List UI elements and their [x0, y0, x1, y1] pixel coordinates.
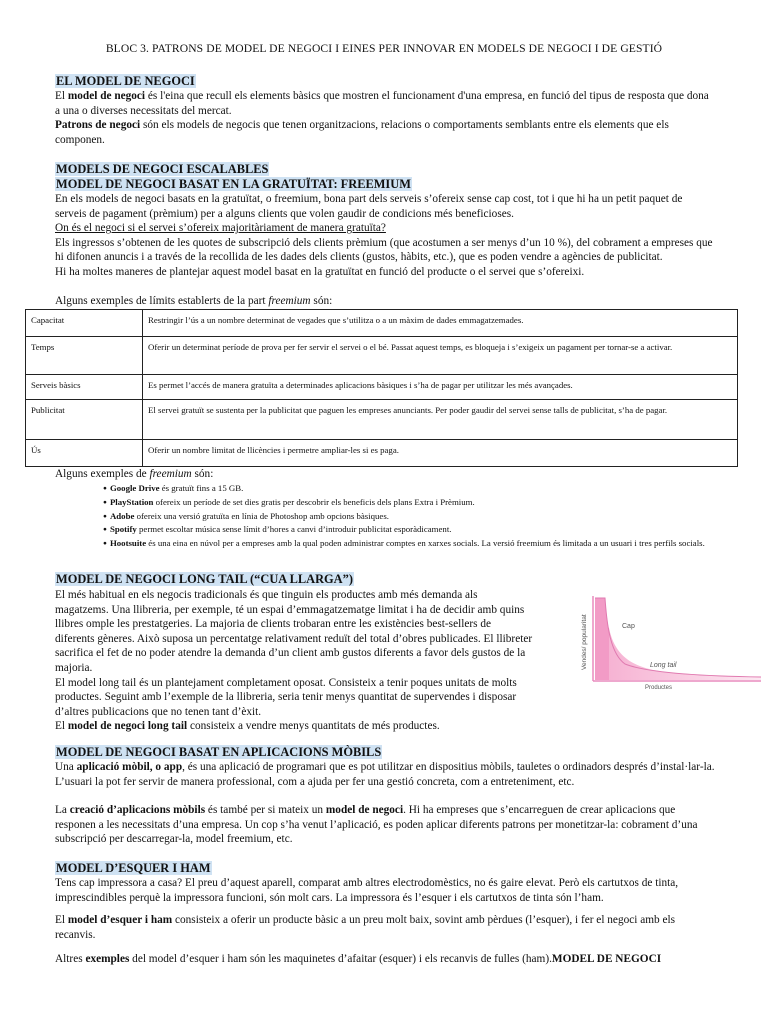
paragraph: Patrons de negoci són els models de negocis que tenen organitzacions, relacions o comportaments semblants entre els elements que els componen.	[55, 119, 669, 146]
paragraph: Tens cap impressora a casa? El preu d’aquest aparell, comparat amb altres electrodomèstics, no és gaire elevat. Però els cartutxos de tinta, imprescindibles perquè la impressora funcioni, són molt cars. La impressora és l’esquer i els cartutxos de tinta són l’ham.	[55, 877, 679, 904]
table-row	[26, 310, 738, 337]
question-text: On és el negoci si el servei s’ofereix majoritàriament de manera gratuïta?	[55, 222, 386, 235]
head-label: Cap	[622, 623, 635, 630]
long-tail-graph	[565, 588, 761, 696]
paragraph: El model long tail és un plantejament completament oposat. Consisteix a tenir poques unitats de molts productes. Seguint amb l’exemple de la llibreria, seria tenir menys quantitat de supervendes i disposar d’altres publicacions que no tenen tant d’èxit.	[55, 676, 517, 718]
paragraph: El model d’esquer i ham consisteix a oferir un producte bàsic a un preu molt baix, sovint amb pèrdues (l’esquer), i fer el negoci amb els recanvis.	[55, 914, 676, 941]
limit-name: Temps	[26, 337, 143, 375]
paragraph: Els ingressos s’obtenen de les quotes de subscripció dels clients prèmium (que acostumen a ser menys d’un 10 %), del cobrament a empreses que hi difonen anuncis i a través de la recollida de les dades dels clients (gustos, hàbits, etc.), que es poden vendre a agències de publicitat.	[55, 236, 713, 264]
subsection-heading: MODEL DE NEGOCI BASAT EN LA GRATUÏTAT: FREEMIUM	[56, 177, 411, 191]
section-heading: MODEL D’ESQUER I HAM	[56, 861, 211, 875]
paragraph: Altres exemples del model d’esquer i ham són les maquinetes d’afaitar (esquer) i els recanvis de fulles (ham).MODEL DE NEGOCI	[55, 953, 662, 966]
section-heading: MODEL DE NEGOCI LONG TAIL (“CUA LLARGA”)	[56, 572, 353, 586]
freemium-examples-list	[103, 482, 713, 551]
head-area	[595, 598, 609, 680]
limit-description: Restringir l’ús a un nombre determinat de vegades que s’utilitza o a un màxim de dades emmagatzemades.	[143, 310, 738, 337]
section-heading: MODELS DE NEGOCI ESCALABLES	[56, 162, 269, 176]
x-axis-label: Productes	[645, 685, 673, 691]
paragraph: Una aplicació mòbil, o app, és una aplicació de programari que es pot utilitzar en dispositius mòbils, tauletes o ordinadors després d’instal·lar-la. L’usuari la pot fer servir de manera professional, com a ajuda per fer una gestió concreta, com a entreteniment, etc.	[55, 761, 715, 788]
section-heading: EL MODEL DE NEGOCI	[56, 74, 195, 88]
freemium-limits-table	[25, 309, 738, 467]
paragraph: En els models de negoci basats en la gratuïtat, o freemium, bona part dels serveis s’ofereix sense cap cost, tot i que hi ha un petit paquet de serveis de pagament (prèmium) per a alguns clients que volen gaudir de condicions més beneficioses.	[55, 193, 683, 220]
list-item: ● Google Drive és gratuït fins a 15 GB.	[103, 482, 713, 496]
long-tail-area	[609, 628, 761, 680]
limit-name: Capacitat	[26, 310, 143, 337]
paragraph: La creació d’aplicacions mòbils és també per si mateix un model de negoci. Hi ha empreses que s’encarreguen de crear aplicacions que responen a les necessitats d’una empresa. Un cop s’ha venut l’aplicació, es poden aplicar diferents patrons per monetitzar-la: cobrament d’una subscripció per descarregar-la, model freemium, etc.	[55, 804, 698, 846]
section-bait-and-hook	[55, 861, 715, 967]
section-long-tail-heading	[55, 572, 715, 587]
table-row	[26, 337, 738, 375]
section-freemium	[55, 162, 715, 308]
list-item: ● Spotify permet escoltar música sense límit d’hores a canvi d’introduir publicitat esporàdicament.	[103, 523, 713, 537]
paragraph: El més habitual en els negocis tradicionals és que tinguin els productes amb més demanda als magatzems. Una llibreria, per exemple, té un espai d’emmagatzematge limitat i ha de decidir amb quins llibres omple les prestatgeries. La majoria de clients trobaran entre les existències best-sellers de diferents gèneres. Això suposa un percentatge relativament reduït del total d’obres publicades. El llibreter sacrifica el fet de no poder atendre la demanda d’un client amb gustos diferents a favor dels gustos de la majoria.	[55, 589, 533, 674]
paragraph: El model de negoci long tail consisteix a vendre menys quantitats de més productes.	[55, 720, 440, 733]
tail-label: Long tail	[650, 662, 677, 669]
examples-intro: Alguns exemples de freemium són:	[55, 468, 214, 480]
limit-description: Es permet l’accés de manera gratuïta a determinades aplicacions bàsiques i s’ha de pagar per utilitzar les més avançades.	[143, 375, 738, 400]
limit-description: El servei gratuït se sustenta per la publicitat que paguen les empreses anunciants. Per poder gaudir del servei sense talls de publicitat, s’ha de pagar.	[143, 400, 738, 440]
table-row	[26, 440, 738, 467]
list-item: ● Hootsuite és una eina en núvol per a empreses amb la qual poden administrar comptes en xarxes socials. La versió freemium és limitada a un usuari i tres perfils socials.	[103, 537, 713, 551]
document-title: BLOC 3. PATRONS DE MODEL DE NEGOCI I EINES PER INNOVAR EN MODELS DE NEGOCI I DE GESTIÓ	[105, 42, 663, 55]
limit-description: Oferir un determinat període de prova per fer servir el servei o el bé. Passat aquest temps, es bloqueja i s’exigeix un pagament per tornar-se a activar.	[143, 337, 738, 375]
y-axis-label: Vendes/ popularitat	[581, 614, 588, 670]
limit-name: Publicitat	[26, 400, 143, 440]
paragraph: El model de negoci és l'eina que recull els elements bàsics que mostren el funcionament d'una empresa, en funció del tipus de resposta que dona a una o diverses necessitats del mercat.	[55, 90, 709, 117]
section-mobile-apps	[55, 745, 715, 847]
section-heading: MODEL DE NEGOCI BASAT EN APLICACIONS MÒBILS	[56, 745, 382, 759]
limits-intro: Alguns exemples de límits establerts de la part freemium són:	[55, 294, 333, 307]
limit-description: Oferir un nombre limitat de llicències i permetre ampliar-les si es paga.	[143, 440, 738, 467]
limit-name: Ús	[26, 440, 143, 467]
list-item: ● Adobe ofereix una versió gratuïta en línia de Photoshop amb opcions bàsiques.	[103, 510, 713, 524]
limit-name: Serveis bàsics	[26, 375, 143, 400]
paragraph: Hi ha moltes maneres de plantejar aquest model basat en la gratuïtat en funció del producte o el servei que s’ofereixi.	[55, 265, 585, 278]
section-business-model	[55, 74, 715, 147]
table-row	[26, 375, 738, 400]
section-long-tail	[55, 588, 533, 734]
table-row	[26, 400, 738, 440]
list-item: ● PlayStation ofereix un període de set dies gratis per descobrir els beneficis dels plans Extra i Prèmium.	[103, 496, 713, 510]
